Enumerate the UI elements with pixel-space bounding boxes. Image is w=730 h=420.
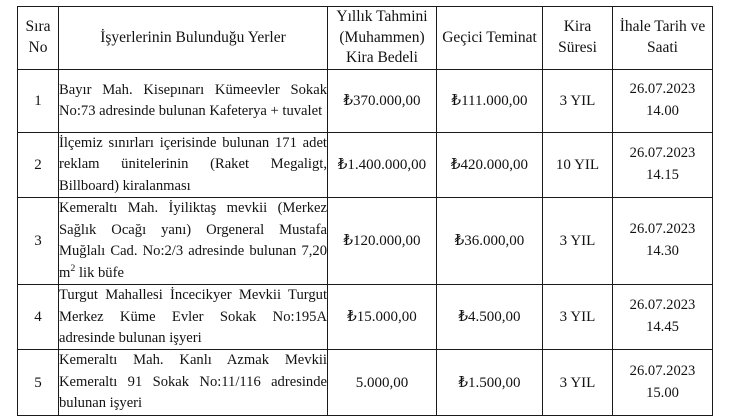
isyeri-address-text bbox=[59, 198, 327, 284]
cell-kira-suresi: 10 YIL bbox=[543, 133, 613, 198]
column-header-tarih-line2: Saati bbox=[647, 39, 678, 56]
table-body bbox=[18, 70, 713, 416]
ihale-time: 14.15 bbox=[646, 167, 679, 184]
cell-ihale-tarih-saati bbox=[613, 198, 713, 285]
column-header-gecici-teminat: Geçici Teminat bbox=[437, 7, 543, 70]
column-header-sira-no bbox=[18, 7, 59, 70]
table-header bbox=[18, 7, 713, 70]
cell-ihale-tarih-saati bbox=[613, 133, 713, 198]
cell-sira-no: 3 bbox=[18, 198, 59, 285]
ihale-time: 14.30 bbox=[646, 243, 679, 260]
ihale-date: 26.07.2023 bbox=[629, 81, 696, 98]
column-header-kira-line1: Yıllık Tahmini bbox=[336, 8, 428, 26]
column-header-sira-no-line1: Sıra bbox=[25, 18, 51, 36]
cell-gecici-teminat: ₺420.000,00 bbox=[437, 133, 543, 198]
cell-sira-no: 2 bbox=[18, 133, 59, 198]
cell-gecici-teminat: ₺1.500,00 bbox=[437, 350, 543, 415]
cell-yillik-kira-bedeli: 5.000,00 bbox=[328, 350, 437, 415]
cell-sira-no: 1 bbox=[18, 70, 59, 133]
table-row bbox=[18, 70, 713, 133]
isyeri-address-text-part1: Kemeraltı Mah. İyiliktaş mevkii (Merkez Sağlık Ocağı yanı) Orgeneral Mustafa Muğlalı Cad. No:2/3 adresinde bulunan 7,20 m bbox=[59, 200, 327, 281]
cell-sira-no: 4 bbox=[18, 285, 59, 350]
isyeri-address-text-part2: lik büfe bbox=[75, 264, 124, 281]
column-header-kira-line2: (Muhammen) bbox=[339, 28, 425, 46]
column-header-sira-no-line2: No bbox=[28, 39, 48, 56]
tender-table-container bbox=[17, 6, 713, 416]
cell-isyeri-yeri bbox=[59, 70, 328, 133]
column-header-tarih-line1: İhale Tarih ve bbox=[619, 18, 706, 36]
cell-kira-suresi: 3 YIL bbox=[543, 198, 613, 285]
ihale-time: 14.00 bbox=[646, 103, 679, 119]
cell-ihale-tarih-saati bbox=[613, 285, 713, 350]
ihale-date: 26.07.2023 bbox=[629, 297, 696, 314]
column-header-kira-line3: Kira Bedeli bbox=[346, 49, 418, 67]
tender-listing-table bbox=[17, 6, 713, 416]
table-row bbox=[18, 198, 713, 285]
cell-isyeri-yeri bbox=[59, 198, 328, 285]
isyeri-address-text: İlçemiz sınırları içerisinde bulunan 171 adet reklam ünitelerinin (Raket Megaligt, Billboard) kiralanması bbox=[59, 135, 327, 194]
isyeri-address-text: Kemeraltı Mah. Kanlı Azmak Mevkii Kemeraltı 91 Sokak No:11/116 adresinde bulunan işyeri bbox=[59, 352, 327, 412]
cell-gecici-teminat: ₺111.000,00 bbox=[437, 70, 543, 133]
ihale-time: 14.45 bbox=[646, 319, 679, 336]
cell-yillik-kira-bedeli: ₺1.400.000,00 bbox=[328, 133, 437, 198]
cell-sira-no: 5 bbox=[18, 350, 59, 415]
square-meter-superscript: 2 bbox=[70, 262, 76, 274]
isyeri-address-text: Turgut Mahallesi İncecikyer Mevkii Turgut Merkez Küme Evler Sokak No:195A adresinde bulunan işyeri bbox=[59, 287, 327, 346]
column-header-sure-line2: Süresi bbox=[558, 39, 597, 56]
ihale-time: 15.00 bbox=[646, 384, 679, 401]
cell-isyeri-yeri bbox=[59, 285, 328, 350]
column-header-yillik-kira-bedeli bbox=[328, 7, 437, 70]
cell-kira-suresi: 3 YIL bbox=[543, 285, 613, 350]
column-header-ihale-tarih-saati bbox=[613, 7, 713, 70]
cell-kira-suresi: 3 YIL bbox=[543, 350, 613, 415]
cell-yillik-kira-bedeli: ₺120.000,00 bbox=[328, 198, 437, 285]
table-row bbox=[18, 133, 713, 198]
cell-ihale-tarih-saati bbox=[613, 350, 713, 415]
cell-yillik-kira-bedeli: ₺15.000,00 bbox=[328, 285, 437, 350]
column-header-sure-line1: Kira bbox=[563, 18, 592, 36]
cell-gecici-teminat: ₺36.000,00 bbox=[437, 198, 543, 285]
ihale-date: 26.07.2023 bbox=[629, 221, 696, 238]
cell-gecici-teminat: ₺4.500,00 bbox=[437, 285, 543, 350]
table-header-row bbox=[18, 7, 713, 70]
column-header-isyerleri: İşyerlerinin Bulunduğu Yerler bbox=[59, 7, 328, 70]
table-row bbox=[18, 285, 713, 350]
table-row bbox=[18, 350, 713, 415]
cell-ihale-tarih-saati bbox=[613, 70, 713, 133]
cell-isyeri-yeri bbox=[59, 350, 328, 415]
ihale-date: 26.07.2023 bbox=[629, 145, 696, 162]
column-header-kira-suresi bbox=[543, 7, 613, 70]
cell-isyeri-yeri bbox=[59, 133, 328, 198]
cell-kira-suresi: 3 YIL bbox=[543, 70, 613, 133]
cell-yillik-kira-bedeli: ₺370.000,00 bbox=[328, 70, 437, 133]
isyeri-address-text: Bayır Mah. Kisepınarı Kümeevler Sokak No:73 adresinde bulunan Kafeterya + tuvalet bbox=[59, 81, 327, 119]
ihale-date: 26.07.2023 bbox=[629, 362, 696, 379]
